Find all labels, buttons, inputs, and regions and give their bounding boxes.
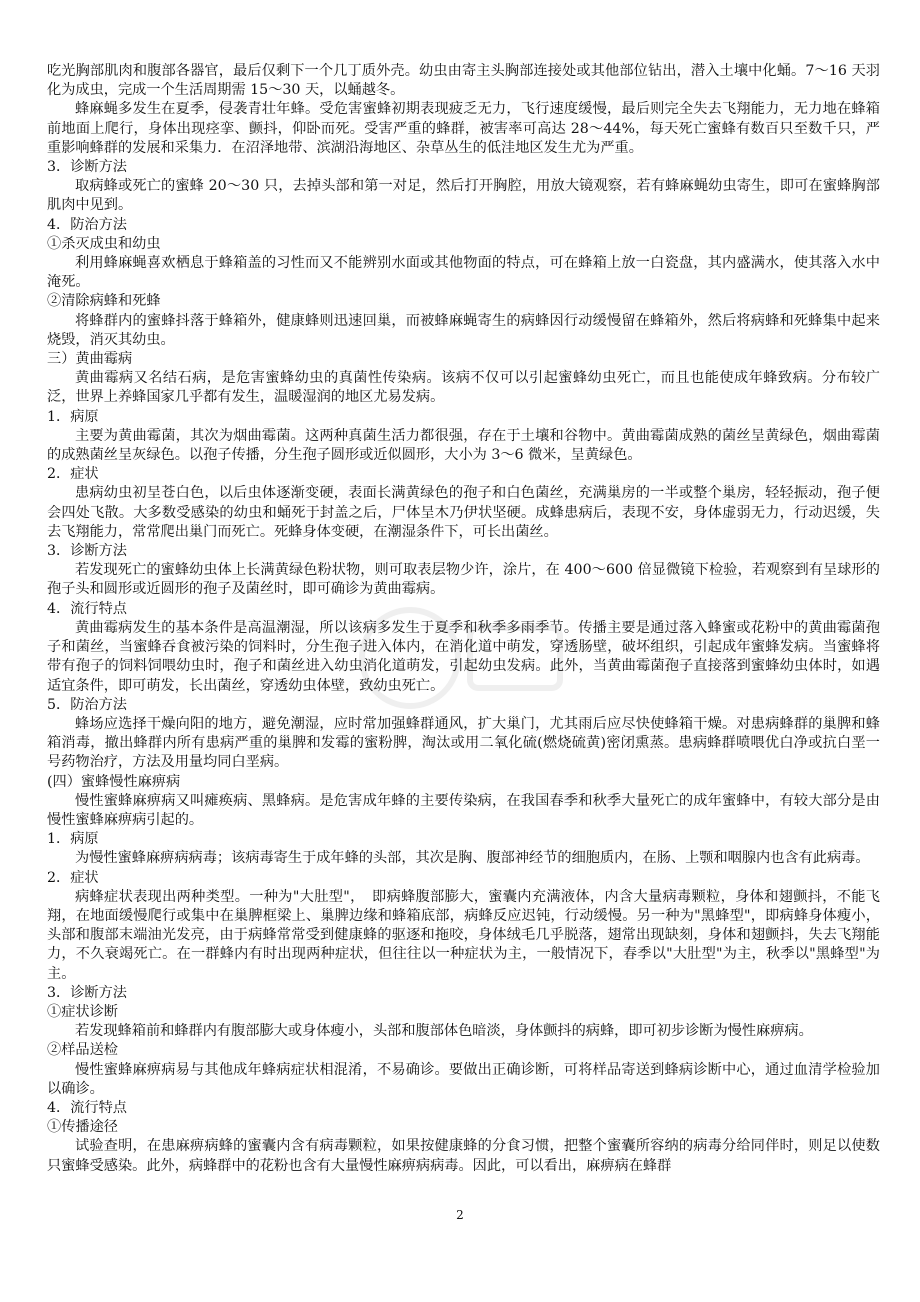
section-heading: 2．症状: [47, 466, 99, 483]
paragraph-17: 试验查明，在患麻痹病蜂的蜜囊内含有病毒颗粒，如果按健康蜂的分食习惯，把整个蜜囊所容纳的病毒分给同伴时，则足以使数只蜜蜂受感染。此外，病蜂群中的花粉也含有大量慢性麻痹病病毒。因此，可以看出，麻痹病在蜂群: [47, 1138, 880, 1174]
section-heading: 3．诊断方法: [47, 159, 127, 176]
section-heading: 4．流行特点: [47, 1099, 127, 1116]
subsection-heading: ①杀灭成虫和幼虫: [47, 235, 161, 252]
section-heading: 1．病原: [47, 831, 99, 848]
document-body: [47, 62, 880, 1176]
paragraph-7: 主要为黄曲霉菌，其次为烟曲霉菌。这两种真菌生活力都很强，存在于土壤和谷物中。黄曲霉菌成熟的菌丝呈黄绿色，烟曲霉菌的成熟菌丝呈灰绿色。以孢子传播，分生孢子圆形或近似圆形，大小为 3～6 微米，呈黄绿色。: [47, 427, 880, 464]
section-heading: 4．防治方法: [47, 216, 127, 233]
paragraph-16: 慢性蜜蜂麻痹病易与其他成年蜂病症状相混淆，不易确诊。要做出正确诊断，可将样品寄送到蜂病诊断中心，通过血清学检验加以确诊。: [47, 1061, 880, 1097]
section-heading: 3．诊断方法: [47, 543, 127, 560]
subsection-heading: ①症状诊断: [47, 1003, 118, 1020]
paragraph-9: 若发现死亡的蜜蜂幼虫体上长满黄绿色粉状物，则可取表层物少许，涂片，在 400～600 倍显微镜下检验，若观察到有呈球形的孢子头和圆形或近圆形的孢子及菌丝时，即可确诊为黄曲霉病。: [47, 562, 880, 598]
paragraph-8: 患病幼虫初呈苍白色，以后虫体逐渐变硬，表面长满黄绿色的孢子和白色菌丝，充满巢房的一半或整个巢房，轻轻振动，孢子便会四处飞散。大多数受感染的幼虫和蛹死于封盖之后，尸体呈木乃伊状坚硬。成蜂患病后，表现不安，身体虚弱无力，行动迟缓，失去飞翔能力，常常爬出巢门而死亡。死蜂身体变硬，在潮湿条件下，可长出菌丝。: [47, 485, 880, 540]
section-heading: 5．防治方法: [47, 696, 127, 713]
section-heading: 2．症状: [47, 869, 99, 886]
paragraph-4: 利用蜂麻蝇喜欢栖息于蜂箱盖的习性而又不能辨别水面或其他物面的特点，可在蜂箱上放一白瓷盘，其内盛满水，使其落入水中淹死。: [47, 255, 880, 291]
subsection-heading: ②清除病蜂和死蜂: [47, 293, 161, 310]
page-number: 2: [456, 1208, 464, 1222]
chapter-heading: 三）黄曲霉病: [47, 351, 133, 368]
paragraph-10: 黄曲霉病发生的基本条件是高温潮湿，所以该病多发生于夏季和秋季多雨季节。传播主要是通过落入蜂蜜或花粉中的黄曲霉菌孢子和菌丝，当蜜蜂吞食被污染的饲料时，分生孢子进入体内，在消化道中萌发，穿透肠壁，破坏组织，引起成年蜜蜂发病。当蜜蜂将带有孢子的饲料饲喂幼虫时，孢子和菌丝进入幼虫消化道萌发，引起幼虫发病。此外，当黄曲霉菌孢子直接落到蜜蜂幼虫体时，如遇适宜条件，即可萌发，长出菌丝，穿透幼虫体壁，致幼虫死亡。: [47, 619, 880, 694]
section-heading: 4．流行特点: [47, 600, 127, 617]
chapter-heading: (四）蜜蜂慢性麻痹病: [47, 773, 181, 790]
paragraph-14: 病蜂症状表现出两种类型。一种为"大肚型"， 即病蜂腹部膨大，蜜囊内充满液体，内含大量病毒颗粒，身体和翅颤抖，不能飞翔，在地面缓慢爬行或集中在巢脾框梁上、巢脾边缘和蜂箱底部，病蜂反应迟钝，行动缓慢。另一种为"黑蜂型"，即病蜂身体瘦小，头部和腹部末端油光发亮，由于病蜂常常受到健康蜂的驱逐和拖咬，身体绒毛几乎脱落，翅常出现缺刻，身体和翅颤抖，失去飞翔能力，不久衰竭死亡。在一群蜂内有时出现两种症状，但往往以一种症状为主，一般情况下，春季以"大肚型"为主，秋季以"黑蜂型"为主。: [47, 888, 880, 982]
paragraph-3: 取病蜂或死亡的蜜蜂 20～30 只，去掉头部和第一对足，然后打开胸腔，用放大镜观察，若有蜂麻蝇幼虫寄生，即可在蜜蜂胸部肌肉中见到。: [47, 178, 880, 214]
section-heading: 3．诊断方法: [47, 984, 127, 1001]
paragraph-12: 慢性蜜蜂麻痹病又叫瘫痪病、黑蜂病。是危害成年蜂的主要传染病，在我国春季和秋季大量死亡的成年蜜蜂中，有较大部分是由慢性蜜蜂麻痹病引起的。: [47, 792, 880, 828]
paragraph-1: 吃光胸部肌肉和腹部各器官，最后仅剩下一个几丁质外壳。幼虫由寄主头胸部连接处或其他部位钻出，潜入土壤中化蛹。7～16 天羽化为成虫，完成一个生活周期需 15～30 天，以蛹越冬。: [47, 63, 880, 99]
section-heading: 1．病原: [47, 408, 99, 425]
subsection-heading: ①传播途径: [47, 1119, 118, 1136]
paragraph-13: 为慢性蜜蜂麻痹病病毒；该病毒寄生于成年蜂的头部，其次是胸、腹部神经节的细胞质内，在肠、上颚和咽腺内也含有此病毒。: [75, 850, 870, 867]
paragraph-2: 蜂麻蝇多发生在夏季，侵袭青壮年蜂。受危害蜜蜂初期表现疲乏无力，飞行速度缓慢，最后则完全失去飞翔能力，无力地在蜂箱前地面上爬行，身体出现痉挛、颤抖，仰卧而死。受害严重的蜂群，被害率可高达 28～44%，每天死亡蜜蜂有数百只至数千只，严重影响蜂群的发展和采集力．在沼泽地带、滨湖沿海地区、杂草丛生的低洼地区发生尤为严重。: [47, 101, 880, 156]
paragraph-6: 黄曲霉病又名结石病，是危害蜜蜂幼虫的真菌性传染病。该病不仅可以引起蜜蜂幼虫死亡，而且也能使成年蜂致病。分布较广泛，世界上养蜂国家几乎都有发生，温暖湿润的地区尤易发病。: [47, 370, 880, 406]
paragraph-5: 将蜂群内的蜜蜂抖落于蜂箱外，健康蜂则迅速回巢，而被蜂麻蝇寄生的病蜂因行动缓慢留在蜂箱外，然后将病蜂和死蜂集中起来烧毁，消灭其幼虫。: [47, 312, 880, 348]
paragraph-11: 蜂场应选择干燥向阳的地方，避免潮湿，应时常加强蜂群通风，扩大巢门，尤其雨后应尽快使蜂箱干燥。对患病蜂群的巢脾和蜂箱消毒，撤出蜂群内所有患病严重的巢脾和发霉的蜜粉脾，淘汰或用二氧化硫(燃烧硫黄)密闭熏蒸。患病蜂群喷喂优白净或抗白垩一号药物治疗，方法及用量均同白垩病。: [47, 715, 880, 771]
subsection-heading: ②样品送检: [47, 1042, 118, 1059]
paragraph-15: 若发现蜂箱前和蜂群内有腹部膨大或身体瘦小，头部和腹部体色暗淡，身体颤抖的病蜂，即可初步诊断为慢性麻痹病。: [75, 1023, 813, 1040]
